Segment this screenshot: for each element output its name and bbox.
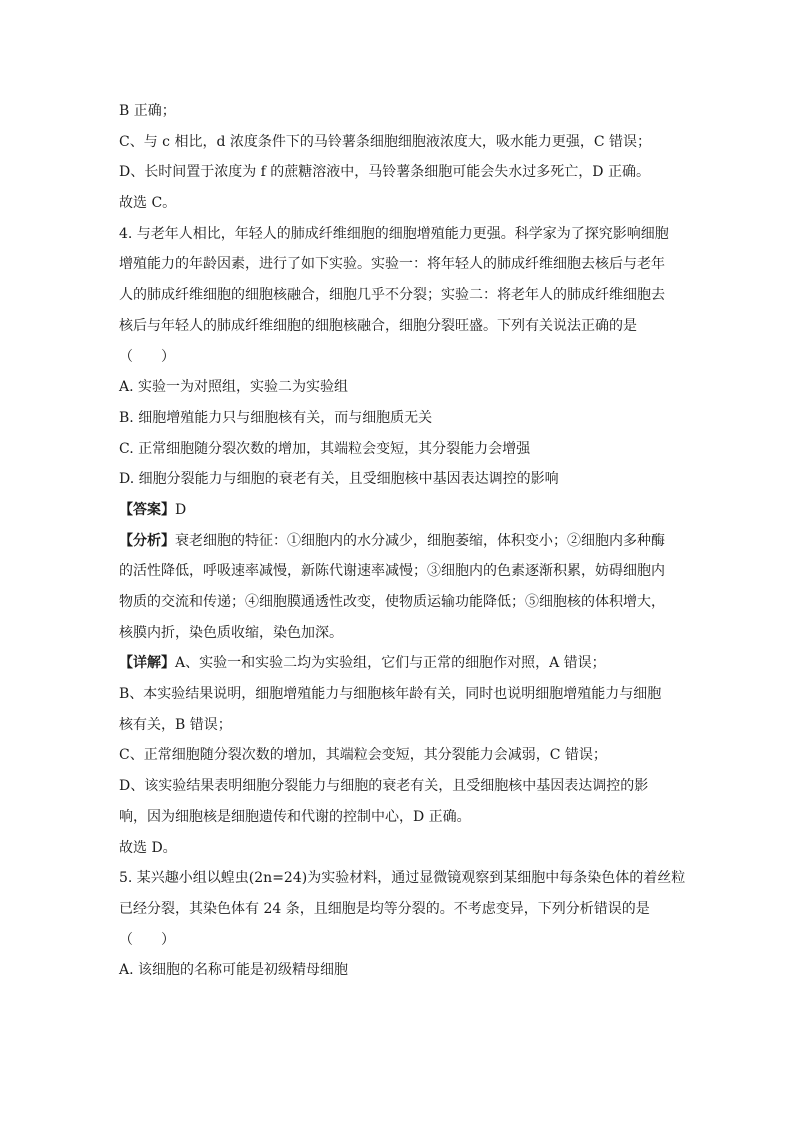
q5-stem-line: 5. 某兴趣小组以蝗虫(2n=24)为实验材料，通过显微镜观察到某细胞中每条染色体的着丝粒 (119, 870, 686, 887)
q4-conclusion-line: 故选 D。 (119, 839, 177, 856)
prev-answer-line: C、与 c 相比，d 浓度条件下的马铃薯条细胞细胞液浓度大，吸水能力更强，C 错误； (119, 133, 652, 150)
prev-answer-line: D、长时间置于浓度为 f 的蔗糖溶液中，马铃薯条细胞可能会失水过多死亡，D 正确。 (119, 164, 650, 181)
analysis-text: 衰老细胞的特征：①细胞内的水分减少，细胞萎缩，体积变小；②细胞内多种酶 (175, 532, 665, 549)
detail-tag: 【详解】 (119, 655, 175, 672)
q4-detail-line: 响，因为细胞核是细胞遗传和代谢的控制中心，D 正确。 (119, 808, 471, 825)
q4-detail-line: B、本实验结果说明，细胞增殖能力与细胞核年龄有关，同时也说明细胞增殖能力与细胞 (119, 686, 662, 703)
q4-detail-line: 核有关，B 错误； (119, 716, 232, 733)
q4-analysis-line: 物质的交流和传递；④细胞膜通透性改变，使物质运输功能降低；⑤细胞核的体积增大， (119, 594, 665, 610)
q4-option-d: D. 细胞分裂能力与细胞的衰老有关，且受细胞核中基因表达调控的影响 (119, 471, 559, 488)
answer-value: D (175, 501, 187, 518)
q4-stem-line: 增殖能力的年龄因素，进行了如下实验。实验一：将年轻人的肺成纤维细胞去核后与老年 (119, 256, 665, 273)
q4-answer-blank: （ ） (119, 348, 175, 365)
q4-detail-line (119, 648, 679, 679)
q4-analysis-line: 核膜内折，染色质收缩，染色加深。 (119, 624, 343, 641)
prev-conclusion-line: 故选 C。 (119, 195, 177, 212)
detail-text: A、实验一和实验二均为实验组，它们与正常的细胞作对照，A 错误； (175, 655, 606, 672)
q4-analysis-line (119, 526, 679, 557)
q5-stem-line: 已经分裂，其染色体有 24 条，且细胞是均等分裂的。不考虑变异，下列分析错误的是 (119, 900, 650, 917)
q4-option-c: C. 正常细胞随分裂次数的增加，其端粒会变短，其分裂能力会增强 (119, 440, 531, 457)
q4-stem-line: 4. 与老年人相比，年轻人的肺成纤维细胞的细胞增殖能力更强。科学家为了探究影响细胞 (119, 225, 669, 242)
q4-analysis-line: 的活性降低，呼吸速率减慢，新陈代谢速率减慢；③细胞内的色素逐渐积累，妨碍细胞内 (119, 563, 665, 580)
q4-option-a: A. 实验一为对照组，实验二为实验组 (119, 379, 349, 396)
q4-stem-line: 人的肺成纤维细胞的细胞核融合，细胞几乎不分裂；实验二：将老年人的肺成纤维细胞去 (119, 287, 665, 304)
q4-detail-line: C、正常细胞随分裂次数的增加，其端粒会变短，其分裂能力会减弱，C 错误； (119, 747, 607, 764)
q5-option-a: A. 该细胞的名称可能是初级精母细胞 (119, 962, 349, 979)
prev-answer-line: B 正确； (119, 103, 176, 119)
q4-option-b: B. 细胞增殖能力只与细胞核有关，而与细胞质无关 (119, 409, 433, 426)
q4-stem-line: 核后与年轻人的肺成纤维细胞的细胞核融合，细胞分裂旺盛。下列有关说法正确的是 (119, 317, 637, 334)
q5-answer-blank: （ ） (119, 931, 175, 948)
q4-answer (119, 495, 679, 526)
analysis-tag: 【分析】 (119, 532, 175, 549)
q4-detail-line: D、该实验结果表明细胞分裂能力与细胞的衰老有关，且受细胞核中基因表达调控的影 (119, 778, 649, 795)
answer-tag: 【答案】 (119, 501, 175, 518)
document-page (119, 96, 686, 986)
